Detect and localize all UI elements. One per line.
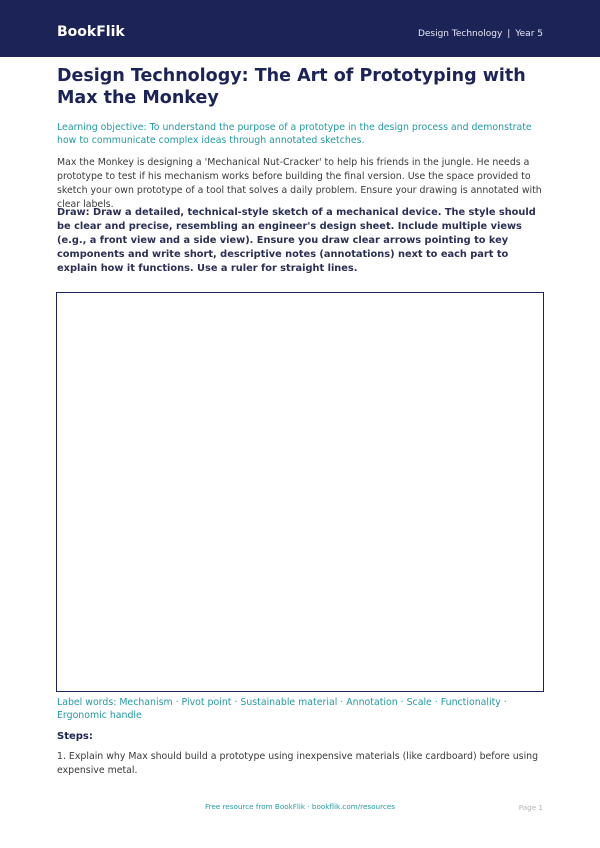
- header-meta: [418, 27, 543, 41]
- footer-link[interactable]: Free resource from BookFlik · bookflik.com/resources: [204, 802, 396, 811]
- drawing-instruction: Draw: Draw a detailed, technical-style sketch of a mechanical device. The style should be clear and precise, resembling an engineer's design sheet. Include multiple views (e.g., a front view and a side view). Ensure you draw clear arrows pointing to key components and write short, descriptive notes (annotations) next to each part to explain how it functions. Use a ruler for straight lines.: [57, 207, 536, 274]
- intro-paragraph: Max the Monkey is designing a 'Mechanical Nut-Cracker' to help his friends in the jungle. He needs a prototype to test if his mechanism works before building the final version. Use the space provided to sketch your own prototype of a tool that solves a daily problem. Ensure your drawing is annotated with clear labels.: [57, 157, 542, 210]
- learning-objective: Learning objective: To understand the purpose of a prototype in the design process and demonstrate how to communicate complex ideas through annotated sketches.: [57, 122, 532, 146]
- page-title: Design Technology: The Art of Prototyping with Max the Monkey: [57, 66, 526, 108]
- year-label: Year 5: [515, 29, 543, 39]
- page-number: Page 1: [518, 803, 543, 812]
- steps-heading: Steps:: [57, 731, 93, 742]
- subject-label: Design Technology: [417, 29, 503, 39]
- page-header: [0, 0, 600, 57]
- header-separator: |: [507, 29, 511, 39]
- label-words: Label words: Mechanism · Pivot point · Sustainable material · Annotation · Scale · Functionality · Ergonomic handle: [57, 697, 507, 721]
- drawing-area[interactable]: [56, 292, 544, 692]
- brand-logo[interactable]: BookFlik: [57, 24, 125, 40]
- step-item: 1. Explain why Max should build a prototype using inexpensive materials (like cardboard) before using expensive metal.: [57, 751, 539, 776]
